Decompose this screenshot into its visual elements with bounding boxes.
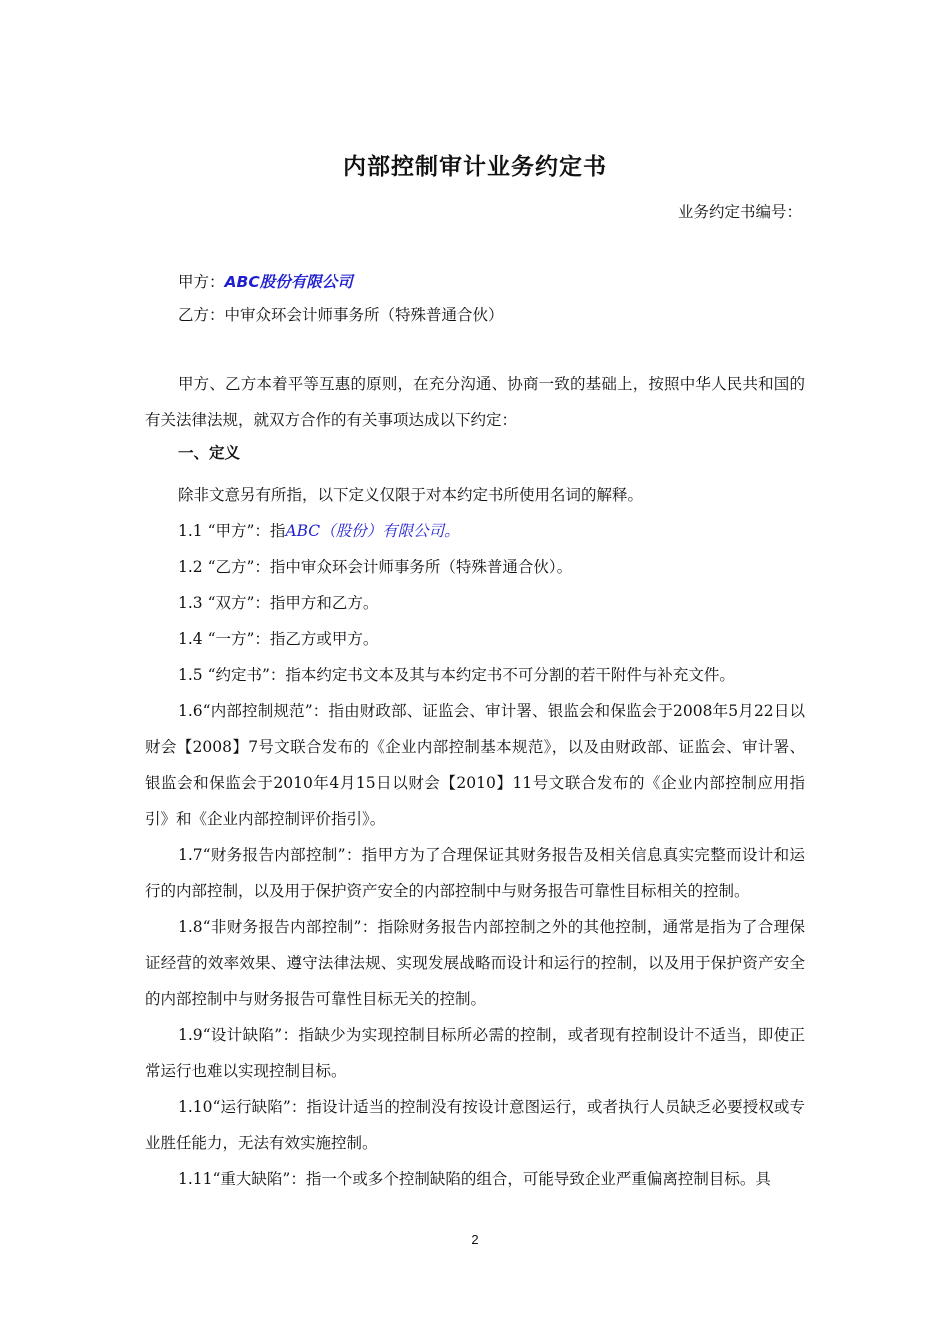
definition-1-1 xyxy=(145,513,805,549)
definition-1-8: 1.8“非财务报告内部控制”：指除财务报告内部控制之外的其他控制，通常是指为了合理保证经营的效率效果、遵守法律法规、实现发展战略而设计和运行的控制，以及用于保护资产安全的内部控制中与财务报告可靠性目标无关的控制。 xyxy=(145,918,805,1008)
party-a-label: 甲方： xyxy=(178,273,225,291)
intro-text: 甲方、乙方本着平等互惠的原则，在充分沟通、协商一致的基础上，按照中华人民共和国的有关法律法规，就双方合作的有关事项达成以下约定： xyxy=(145,375,805,429)
page-number: 2 xyxy=(471,1232,479,1247)
definition-1-7: 1.7“财务报告内部控制”：指甲方为了合理保证其财务报告及相关信息真实完整而设计和运行的内部控制，以及用于保护资产安全的内部控制中与财务报告可靠性目标相关的控制。 xyxy=(145,846,805,900)
document-title: 内部控制审计业务约定书 xyxy=(343,154,607,180)
definition-1-11: 1.11“重大缺陷”：指一个或多个控制缺陷的组合，可能导致企业严重偏离控制目标。具 xyxy=(178,1170,771,1188)
definition-1-9: 1.9“设计缺陷”：指缺少为实现控制目标所必需的控制，或者现有控制设计不适当，即使正常运行也难以实现控制目标。 xyxy=(145,1026,805,1080)
definition-1-3: 1.3 “双方”：指甲方和乙方。 xyxy=(178,594,379,612)
definition-1-4: 1.4 “一方”：指乙方或甲方。 xyxy=(178,630,379,648)
definition-1-1-prefix: 1.1 “甲方”：指 xyxy=(178,522,286,540)
intro-paragraph xyxy=(145,366,805,438)
definition-1-5: 1.5 “约定书”：指本约定书文本及其与本约定书不可分割的若干附件与补充文件。 xyxy=(178,666,735,684)
definition-1-2: 1.2 “乙方”：指中审众环会计师事务所（特殊普通合伙）。 xyxy=(178,558,573,576)
definition-1-6: 1.6“内部控制规范”：指由财政部、证监会、审计署、银监会和保监会于2008年5月22日以财会【2008】7号文联合发布的《企业内部控制基本规范》，以及由财政部、证监会、审计署、银监会和保监会于2010年4月15日以财会【2010】11号文联合发布的《企业内部控制应用指引》和《企业内部控制评价指引》。 xyxy=(145,702,805,828)
party-a-line xyxy=(178,270,353,292)
contract-number-label: 业务约定书编号： xyxy=(677,203,802,221)
definitions-intro: 除非文意另有所指，以下定义仅限于对本约定书所使用名词的解释。 xyxy=(178,486,644,504)
section-heading-definitions: 一、定义 xyxy=(178,444,241,462)
definitions-list xyxy=(145,477,805,1197)
definition-1-1-value: ABC（股份）有限公司。 xyxy=(285,522,460,540)
definition-1-10: 1.10“运行缺陷”：指设计适当的控制没有按设计意图运行，或者执行人员缺乏必要授权或专业胜任能力，无法有效实施控制。 xyxy=(145,1098,805,1152)
party-a-name: ABC股份有限公司 xyxy=(224,273,353,291)
party-b-line: 乙方：中审众环会计师事务所（特殊普通合伙） xyxy=(178,306,504,324)
